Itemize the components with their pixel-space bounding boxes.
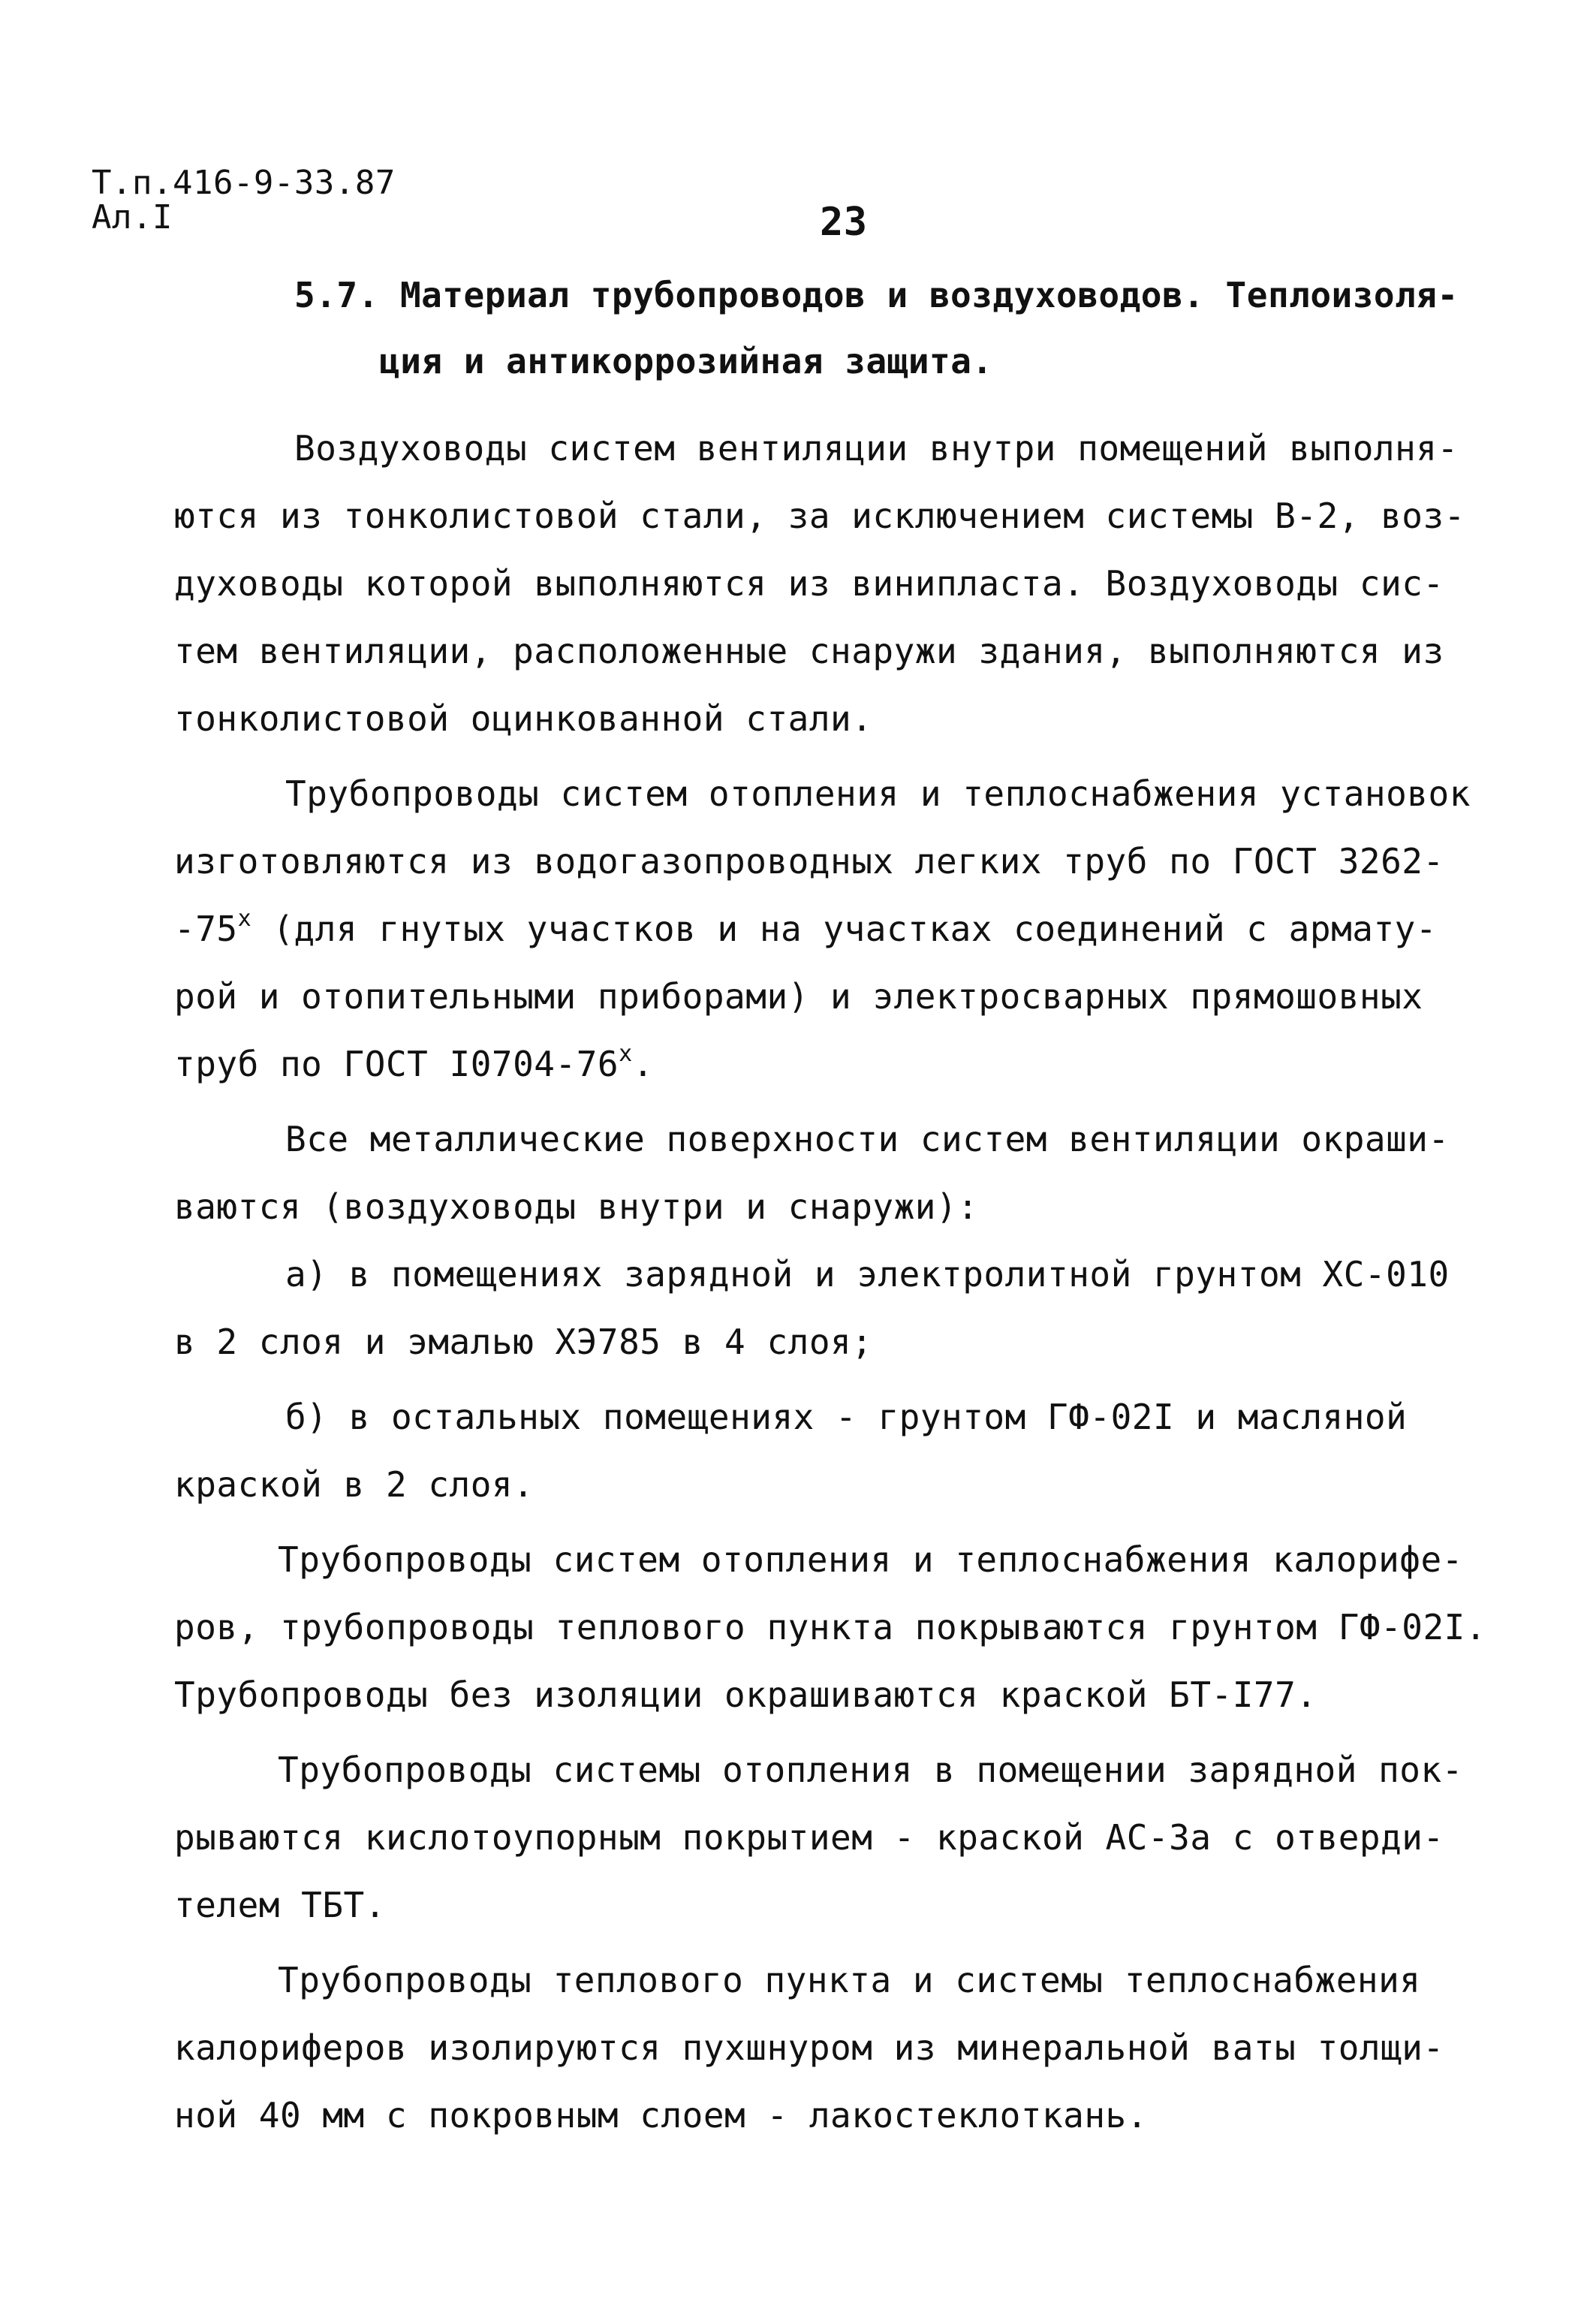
- paragraph-line: Все металлические поверхности систем вентиляции окраши-: [285, 1119, 1450, 1159]
- paragraph-line: духоводы которой выполняются из винипласта. Воздуховоды сис-: [174, 563, 1444, 604]
- paragraph-line: Трубопроводы теплового пункта и системы теплоснабжения: [278, 1960, 1421, 2000]
- list-item-b: б) в остальных помещениях - грунтом ГФ-02I и масляной: [285, 1397, 1408, 1437]
- paragraph-line: изготовляются из водогазопроводных легких труб по ГОСТ 3262-: [174, 841, 1444, 882]
- paragraph-line: ются из тонколистовой стали, за исключением системы В-2, воз-: [174, 496, 1465, 536]
- list-item-a: а) в помещениях зарядной и электролитной грунтом ХС-010: [285, 1254, 1450, 1295]
- doc-code: Т.п.416-9-33.87: [92, 164, 396, 202]
- paragraph-line: телем ТБТ.: [174, 1885, 386, 1925]
- paragraph-line: Воздуховоды систем вентиляции внутри помещений выполня-: [294, 428, 1459, 469]
- album-label: Ал.I: [92, 198, 173, 237]
- section-heading-line-2: ция и антикоррозийная защита.: [379, 341, 993, 381]
- paragraph-line: рой и отопительными приборами) и электросварных прямошовных: [174, 976, 1423, 1017]
- page-number: 23: [820, 200, 868, 245]
- paragraph-line: Трубопроводы системы отопления в помещении зарядной пок-: [278, 1750, 1463, 1790]
- paragraph-line: Трубопроводы систем отопления и теплоснабжения установок: [285, 773, 1471, 814]
- paragraph-line: рываются кислотоупорным покрытием - краской АС-3а с отверди-: [174, 1817, 1444, 1858]
- paragraph-line: тонколистовой оцинкованной стали.: [174, 698, 873, 739]
- paragraph-line: $-75^х$ (для гнутых участков и на участках соединений с армату-: [174, 906, 1438, 949]
- section-heading-line-1: 5.7. Материал трубопроводов и воздуховодов. Теплоизоля-: [294, 275, 1459, 315]
- paragraph-line: Трубопроводы без изоляции окрашиваются краской БТ-I77.: [174, 1674, 1317, 1715]
- paragraph-line: тем вентиляции, расположенные снаружи здания, выполняются из: [174, 631, 1444, 671]
- paragraph-line: ваются (воздуховоды внутри и снаружи):: [174, 1186, 979, 1227]
- superscript-x: х: [619, 1041, 633, 1067]
- paragraph-line: краской в 2 слоя.: [174, 1464, 535, 1505]
- superscript-x: х: [237, 906, 252, 932]
- paragraph-line: ров, трубопроводы теплового пункта покрываются грунтом ГФ-02I.: [174, 1607, 1487, 1647]
- paragraph-line: калориферов изолируются пухшнуром из минеральной ваты толщи-: [174, 2027, 1444, 2068]
- paragraph-line: Трубопроводы систем отопления и теплоснабжения калорифе-: [278, 1539, 1463, 1580]
- paragraph-line: в 2 слоя и эмалью ХЭ785 в 4 слоя;: [174, 1322, 873, 1362]
- paragraph-line: ной 40 мм с покровным слоем - лакостеклоткань.: [174, 2095, 1148, 2136]
- paragraph-line: труб по ГОСТ $I0704-76^х$.: [174, 1041, 654, 1084]
